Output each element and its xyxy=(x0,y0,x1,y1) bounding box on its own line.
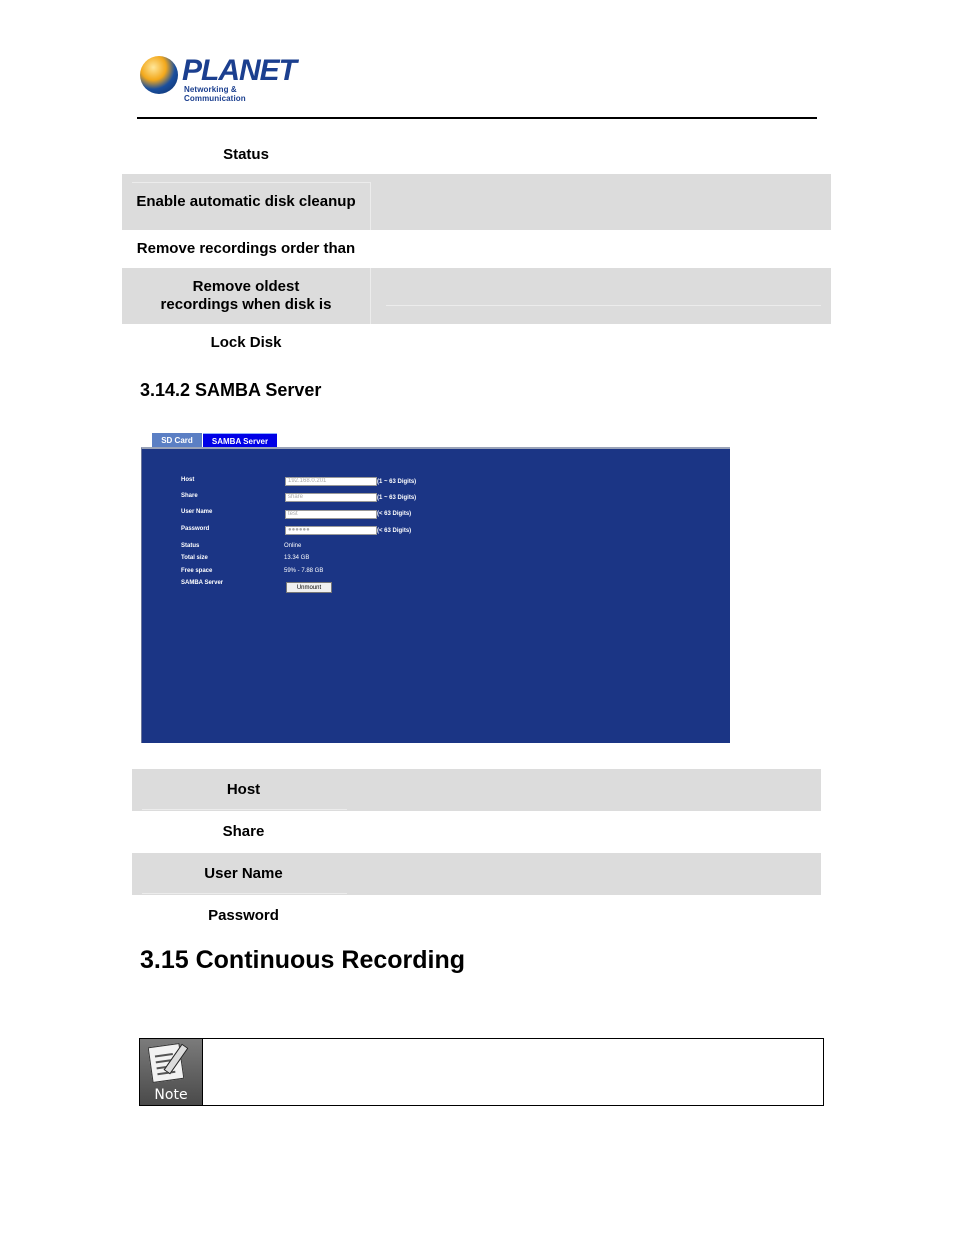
param-name: Host xyxy=(226,781,261,798)
param-row-username xyxy=(132,853,821,895)
param-name: Remove recordings order than xyxy=(136,240,356,257)
samba-param-table xyxy=(132,769,821,937)
password-hint: (< 63 Digits) xyxy=(377,528,412,534)
username-hint: (< 63 Digits) xyxy=(377,511,412,517)
sd-param-table xyxy=(122,136,831,362)
planet-logo xyxy=(138,52,298,103)
free-space-label: Free space xyxy=(181,568,213,574)
tab-samba-server[interactable]: SAMBA Server xyxy=(203,433,277,448)
cell-divider xyxy=(142,809,347,810)
note-separator xyxy=(202,1039,203,1105)
param-row-remove-order xyxy=(122,230,831,268)
password-input[interactable]: ●●●●●● xyxy=(285,526,377,535)
param-name: Remove oldest recordings when disk is xyxy=(160,278,332,313)
samba-config-panel xyxy=(141,447,730,743)
param-row-password xyxy=(132,895,821,937)
share-hint: (1 ~ 63 Digits) xyxy=(377,495,417,501)
host-input[interactable]: 192.168.0.201 xyxy=(285,477,377,486)
cell-divider xyxy=(132,182,370,183)
host-label: Host xyxy=(181,477,195,483)
username-label: User Name xyxy=(181,509,213,515)
cell-divider xyxy=(370,182,371,230)
samba-section-heading: 3.14.2 SAMBA Server xyxy=(140,380,322,400)
status-label: Status xyxy=(181,543,200,549)
continuous-section-heading: 3.15 Continuous Recording xyxy=(140,946,466,974)
param-row-host xyxy=(132,769,821,811)
share-label: Share xyxy=(181,493,198,499)
param-name: Lock Disk xyxy=(210,334,282,351)
param-name: Password xyxy=(208,907,279,924)
note-icon xyxy=(140,1039,202,1105)
tab-sd-card[interactable]: SD Card xyxy=(152,433,202,447)
host-hint: (1 ~ 63 Digits) xyxy=(377,479,417,485)
brand-name: PLANET xyxy=(182,54,296,87)
param-name: Share xyxy=(222,823,265,840)
param-row-lock-disk xyxy=(122,324,831,362)
param-row-share xyxy=(132,811,821,853)
param-row-auto-cleanup xyxy=(122,174,831,230)
param-name: User Name xyxy=(204,865,283,882)
unmount-button[interactable]: Unmount xyxy=(286,582,332,593)
total-size-value: 13.34 GB xyxy=(284,555,310,561)
globe-icon xyxy=(140,56,178,94)
param-name: Status xyxy=(223,146,269,163)
password-label: Password xyxy=(181,526,210,532)
note-label: Note xyxy=(154,1087,188,1103)
cell-divider xyxy=(142,893,347,894)
share-input[interactable]: share xyxy=(285,493,377,502)
param-name: Enable automatic disk cleanup xyxy=(136,193,356,210)
status-value: Online xyxy=(284,543,302,549)
total-size-label: Total size xyxy=(181,555,208,561)
samba-server-label: SAMBA Server xyxy=(181,580,224,586)
brand-tagline: Networking & Communication xyxy=(184,85,246,103)
free-space-value: 59% - 7.88 GB xyxy=(284,568,324,574)
cell-divider xyxy=(370,268,371,324)
cell-divider xyxy=(386,305,821,306)
note-box xyxy=(139,1038,824,1106)
header-rule xyxy=(137,117,817,119)
username-input[interactable]: test xyxy=(285,510,377,519)
param-row-status xyxy=(122,136,831,174)
param-row-remove-oldest xyxy=(122,268,831,324)
